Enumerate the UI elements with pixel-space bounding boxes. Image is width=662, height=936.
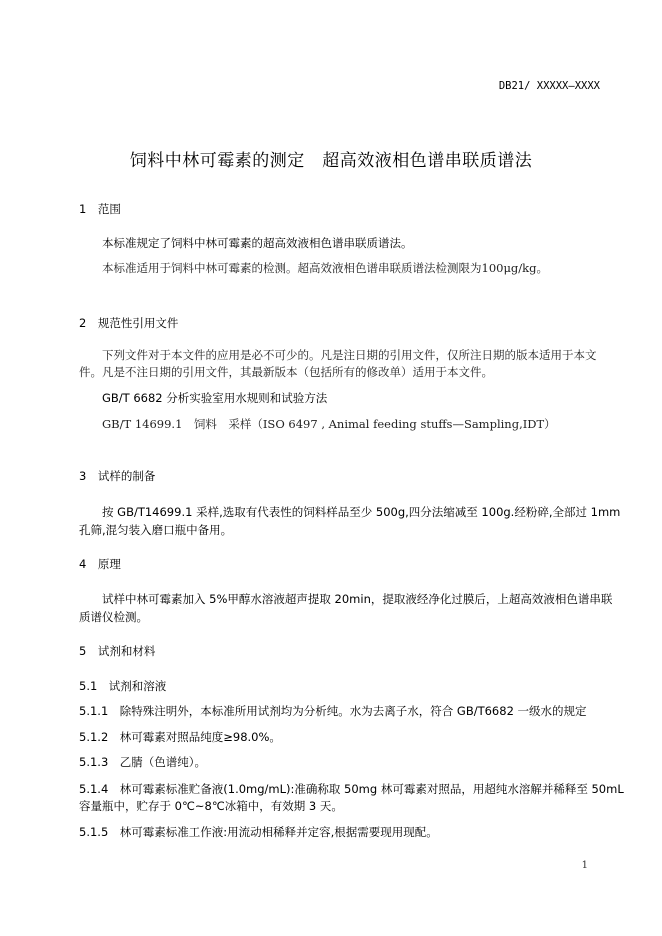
section-5-heading: 5 试剂和材料 [79,644,156,658]
section-2-paragraph-line-2: 件。凡是不注日期的引用文件，其最新版本（包括所有的修改单）适用于本文件。 [79,365,493,379]
item-5-1-4-line-2: 容量瓶中，贮存于 0℃~8℃冰箱中，有效期 3 天。 [79,799,343,813]
section-2-paragraph-line-1: 下列文件对于本文件的应用是必不可少的。凡是注日期的引用文件，仅所注日期的版本适用于本文 [102,348,597,362]
section-3-paragraph-line-1: 按 GB/T14699.1 采样,选取有代表性的饲料样品至少 500g,四分法缩减至 100g.经粉碎,全部过 1mm [102,505,621,519]
item-5-1-1: 5.1.1 除特殊注明外，本标准所用试剂均为分析纯。水为去离子水，符合 GB/T6682 一级水的规定 [79,704,587,718]
item-5-1-5: 5.1.5 林可霉素标准工作液:用流动相稀释并定容,根据需要现用现配。 [79,825,438,839]
section-2-heading: 2 规范性引用文件 [79,316,179,330]
subsection-5-1-heading: 5.1 试剂和溶液 [79,679,167,693]
reference-gbt-6682: GB/T 6682 分析实验室用水规则和试验方法 [102,391,328,405]
standard-code: DB21/ XXXXX—XXXX [498,80,600,92]
section-1-heading: 1 范围 [79,202,121,216]
section-4-paragraph-line-2: 质谱仪检测。 [79,610,148,624]
section-1-paragraph-2: 本标准适用于饲料中林可霉素的检测。超高效液相色谱串联质谱法检测限为100μg/kg。 [102,261,548,275]
section-1-paragraph-1: 本标准规定了饲料中林可霉素的超高效液相色谱串联质谱法。 [102,236,413,250]
reference-gbt-14699: GB/T 14699.1 饲料 采样（ISO 6497 , Animal feeding stuffs—Sampling,IDT） [102,417,556,431]
section-3-heading: 3 试样的制备 [79,469,156,483]
item-5-1-3: 5.1.3 乙腈（色谱纯）。 [79,755,207,769]
section-4-paragraph-line-1: 试样中林可霉素加入 5%甲醇水溶液超声提取 20min，提取液经净化过膜后，上超高效液相色谱串联 [102,592,613,606]
item-5-1-2: 5.1.2 林可霉素对照品纯度≥98.0%。 [79,730,281,744]
page-number: 1 [581,860,588,871]
section-3-paragraph-line-2: 孔筛,混匀装入磨口瓶中备用。 [79,523,233,537]
item-5-1-4-line-1: 5.1.4 林可霉素标准贮备液(1.0mg/mL):准确称取 50mg 林可霉素对照品，用超纯水溶解并稀释至 50mL [79,782,624,796]
section-4-heading: 4 原理 [79,557,121,571]
document-title: 饲料中林可霉素的测定 超高效液相色谱串联质谱法 [129,151,533,171]
